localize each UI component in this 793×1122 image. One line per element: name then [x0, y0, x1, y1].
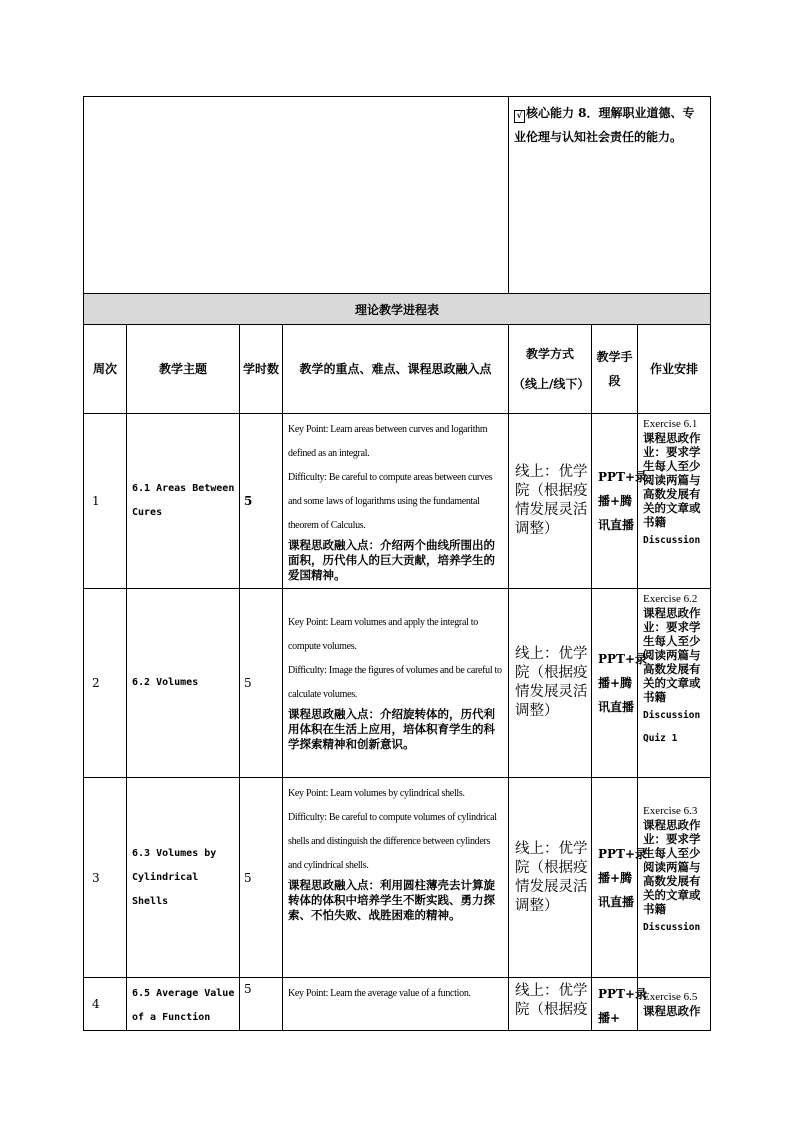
week-cell: 3	[84, 778, 127, 978]
table-row	[84, 978, 711, 1031]
schedule-title: 理论教学进程表	[84, 294, 711, 325]
difficulty: Difficulty: Be careful to compute areas between curves and some laws of logarithms using the fundamental theorem of Calculus.	[288, 472, 493, 531]
empty-cell	[84, 97, 509, 294]
homework-exercise: Exercise 6.5	[643, 991, 698, 1003]
header-focus: 教学的重点、难点、课程思政融入点	[283, 325, 509, 414]
key-point: Key Point: Learn volumes and apply the integral to compute volumes.	[288, 617, 478, 652]
hours-cell: 5	[240, 978, 283, 1031]
homework-cell	[638, 778, 711, 978]
focus-cell	[283, 778, 509, 978]
week-cell: 1	[84, 414, 127, 589]
hours-cell: 5	[240, 414, 283, 589]
homework-tag: Discussion	[643, 922, 701, 933]
mode-cell: 线上：优学院（根据疫	[509, 978, 592, 1031]
topic-cell: 6.5 Average Value of a Function	[127, 978, 240, 1031]
means-cell: PPT+录播+腾讯直播	[592, 414, 638, 589]
hours-cell: 5	[240, 589, 283, 778]
homework-ideology: 课程思政作	[643, 1004, 701, 1018]
mode-cell: 线上：优学院（根据疫情发展灵活调整）	[509, 414, 592, 589]
homework-tag: Quiz 1	[643, 733, 678, 744]
homework-tag: Discussion	[643, 710, 701, 721]
core-ability-cell	[509, 97, 711, 294]
checkbox-checked-icon: √	[514, 110, 525, 123]
table-row	[84, 778, 711, 978]
homework-tag: Discussion	[643, 535, 701, 546]
header-mode-line1: 教学方式	[525, 347, 574, 361]
homework-cell	[638, 978, 711, 1031]
ideology-point: 课程思政融入点：利用圆柱薄壳去计算旋转体的体积中培养学生不断实践、勇力探索、不怕失败、战胜困难的精神。	[288, 878, 495, 922]
difficulty: Difficulty: Be careful to compute volumes of cylindrical shells and distinguish the difference between cylinders and cylindrical shells.	[288, 812, 497, 871]
ideology-point: 课程思政融入点：介绍两个曲线所围出的面积，历代伟人的巨大贡献，培养学生的爱国精神。	[288, 538, 495, 582]
header-week: 周次	[84, 325, 127, 414]
header-homework: 作业安排	[638, 325, 711, 414]
topic-cell: 6.2 Volumes	[127, 589, 240, 778]
means-cell: PPT+录播+腾讯直播	[592, 778, 638, 978]
homework-ideology: 课程思政作业：要求学生每人至少阅读两篇与高数发展有关的文章或书籍	[643, 818, 701, 916]
focus-cell	[283, 978, 509, 1031]
topic-cell: 6.3 Volumes by Cylindrical Shells	[127, 778, 240, 978]
teaching-schedule-table	[83, 293, 711, 1031]
homework-ideology: 课程思政作业：要求学生每人至少阅读两篇与高数发展有关的文章或书籍	[643, 431, 701, 529]
header-hours: 学时数	[240, 325, 283, 414]
header-mode-line2: （线上/线下）	[513, 377, 590, 391]
header-topic: 教学主题	[127, 325, 240, 414]
means-cell: PPT+录播+	[592, 978, 638, 1031]
week-cell: 2	[84, 589, 127, 778]
topic-cell: 6.1 Areas Between Cures	[127, 414, 240, 589]
hours-cell: 5	[240, 778, 283, 978]
table-row	[84, 414, 711, 589]
mode-cell: 线上：优学院（根据疫情发展灵活调整）	[509, 778, 592, 978]
means-cell: PPT+录播+腾讯直播	[592, 589, 638, 778]
homework-exercise: Exercise 6.1	[643, 418, 698, 430]
focus-cell	[283, 414, 509, 589]
key-point: Key Point: Learn areas between curves and logarithm defined as an integral.	[288, 424, 488, 459]
focus-cell	[283, 589, 509, 778]
homework-exercise: Exercise 6.3	[643, 805, 698, 817]
homework-exercise: Exercise 6.2	[643, 593, 698, 605]
week-cell: 4	[84, 978, 127, 1031]
key-point: Key Point: Learn the average value of a function.	[288, 988, 471, 999]
core-ability-table	[83, 96, 711, 294]
homework-ideology: 课程思政作业：要求学生每人至少阅读两篇与高数发展有关的文章或书籍	[643, 606, 701, 704]
header-mode	[509, 325, 592, 414]
homework-cell	[638, 414, 711, 589]
table-row	[84, 589, 711, 778]
header-row	[84, 325, 711, 414]
difficulty: Difficulty: Image the figures of volumes and be careful to calculate volumes.	[288, 665, 502, 700]
header-means: 教学手段	[592, 325, 638, 414]
core-ability-text: 核心能力 8．理解职业道德、专业伦理与认知社会责任的能力。	[514, 106, 695, 144]
mode-cell: 线上：优学院（根据疫情发展灵活调整）	[509, 589, 592, 778]
homework-cell	[638, 589, 711, 778]
ideology-point: 课程思政融入点：介绍旋转体的，历代利用体积在生活上应用，培体积育学生的科学探索精神和创新意识。	[288, 707, 495, 751]
key-point: Key Point: Learn volumes by cylindrical shells.	[288, 788, 465, 799]
